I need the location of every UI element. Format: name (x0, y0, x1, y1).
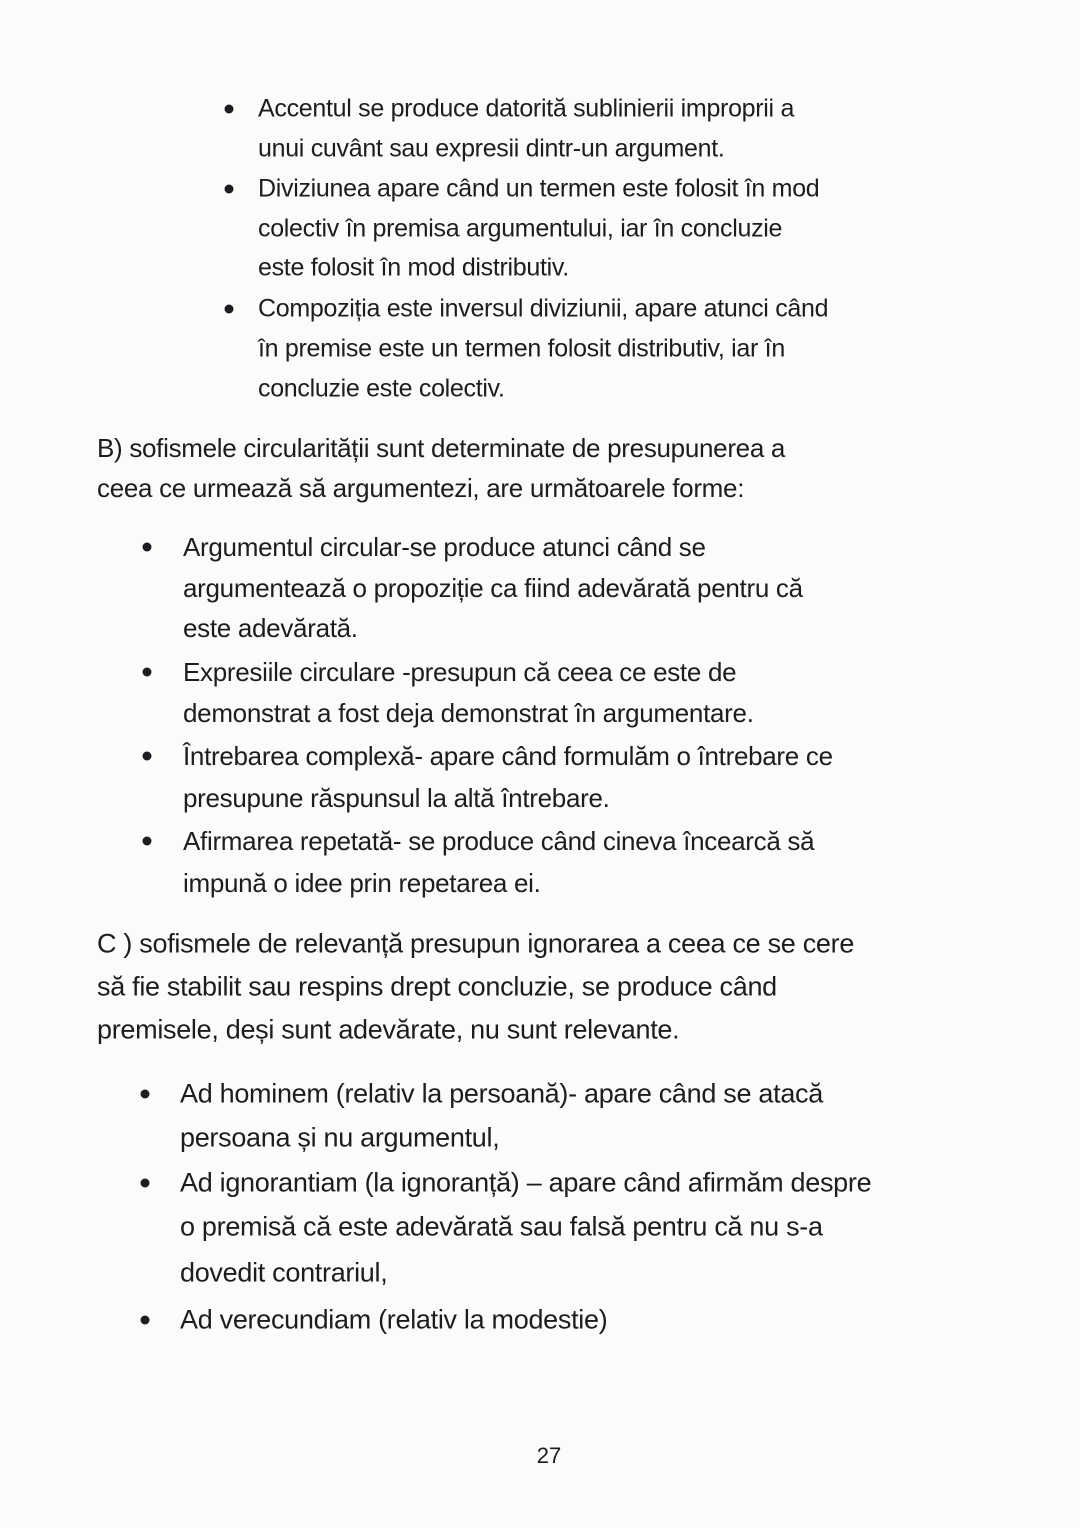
list-item-line: Expresiile circulare -presupun că ceea ce este de (183, 657, 737, 687)
list-item-line: o premisă că este adevărată sau falsă pentru că nu s-a (180, 1211, 823, 1242)
list-item-line: argumentează o propoziție ca fiind adevărată pentru că (183, 573, 803, 603)
list-item-line: este folosit în mod distributiv. (258, 253, 569, 282)
bullet-icon (143, 668, 152, 677)
list-item-line: Diviziunea apare când un termen este folosit în mod (258, 174, 820, 203)
list-item-line: Compoziția este inversul diviziunii, apare atunci când (258, 294, 829, 323)
list-item-line: demonstrat a fost deja demonstrat în argumentare. (183, 698, 754, 728)
bullet-icon (143, 837, 152, 846)
list-item-line: Întrebarea complexă- apare când formulăm o întrebare ce (183, 741, 833, 771)
page-number: 27 (536, 1443, 562, 1468)
paragraph-line: C ) sofismele de relevanță presupun ignorarea a ceea ce se cere (97, 928, 855, 959)
list-item-line: este adevărată. (183, 613, 358, 643)
list-item-line: Ad verecundiam (relativ la modestie) (180, 1304, 608, 1335)
bullet-icon (143, 752, 152, 761)
list-item-line: Ad ignorantiam (la ignoranță) – apare când afirmăm despre (180, 1167, 872, 1198)
bullet-icon (225, 305, 234, 314)
list-item-line: persoana și nu argumentul, (180, 1122, 500, 1153)
list-item-line: în premise este un termen folosit distributiv, iar în (258, 334, 785, 363)
list-item-line: Afirmarea repetată- se produce când cineva încearcă să (183, 826, 815, 856)
list-item-line: concluzie este colectiv. (258, 374, 505, 403)
list-item-line: presupune răspunsul la altă întrebare. (183, 783, 610, 813)
list-item-line: Argumentul circular-se produce atunci când se (183, 532, 706, 562)
bullet-icon (143, 543, 152, 552)
list-item-line: colectiv în premisa argumentului, iar în concluzie (258, 214, 783, 243)
paragraph-line: ceea ce urmează să argumentezi, are următoarele forme: (97, 473, 745, 503)
paragraph-line: B) sofismele circularității sunt determinate de presupunerea a (97, 433, 786, 463)
list-item-line: impună o idee prin repetarea ei. (183, 868, 541, 898)
list-item-line: dovedit contrariul, (180, 1257, 388, 1288)
paragraph-line: să fie stabilit sau respins drept concluzie, se produce când (97, 971, 777, 1002)
bullet-icon (141, 1316, 150, 1325)
list-item-line: unui cuvânt sau expresii dintr-un argument. (258, 134, 725, 163)
bullet-icon (225, 105, 234, 114)
list-item-line: Accentul se produce datorită sublinierii improprii a (258, 94, 795, 123)
paragraph-line: premisele, deși sunt adevărate, nu sunt relevante. (97, 1014, 680, 1045)
bullet-icon (225, 185, 234, 194)
bullet-icon (141, 1090, 150, 1099)
list-item-line: Ad hominem (relativ la persoană)- apare când se atacă (180, 1078, 823, 1109)
bullet-icon (141, 1179, 150, 1188)
